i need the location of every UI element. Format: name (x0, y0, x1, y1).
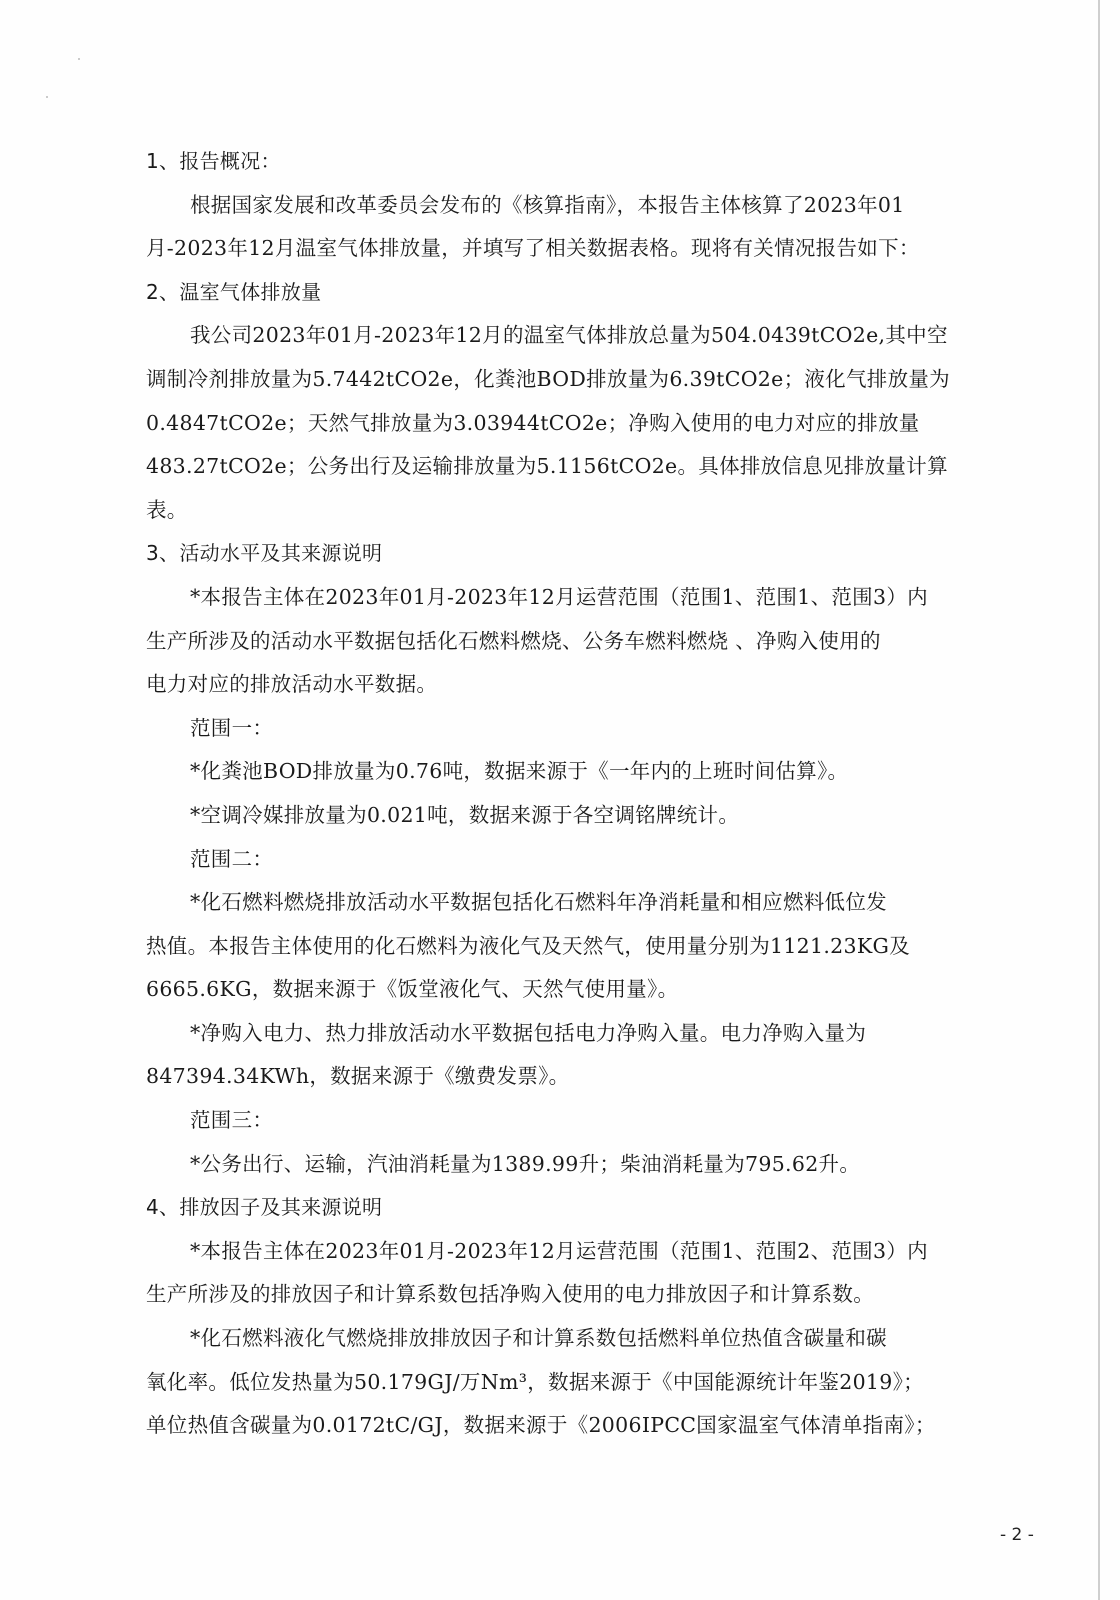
text-line: *空调冷媒排放量为0.021吨，数据来源于各空调铭牌统计。 (190, 802, 740, 827)
text-line: 847394.34KWh，数据来源于《缴费发票》。 (146, 1064, 570, 1089)
text-line: 范围二： (190, 846, 274, 871)
text-line: 0.4847tCO2e；天然气排放量为3.03944tCO2e；净购入使用的电力对应的排放量 (146, 410, 920, 435)
text-line: 调制冷剂排放量为5.7442tCO2e，化粪池BOD排放量为6.39tCO2e；液化气排放量为 (146, 366, 950, 391)
report-body (146, 140, 950, 1448)
text-line: 生产所涉及的活动水平数据包括化石燃料燃烧、公务车燃料燃烧 、净购入使用的 (146, 628, 881, 653)
text-line: 热值。本报告主体使用的化石燃料为液化气及天然气，使用量分别为1121.23KG及 (146, 933, 910, 958)
text-line: 范围三： (190, 1108, 274, 1133)
text-line: *公务出行、运输，汽油消耗量为1389.99升；柴油消耗量为795.62升。 (190, 1151, 861, 1176)
text-line: 范围一： (190, 715, 274, 740)
text-line: 氧化率。低位发热量为50.179GJ/万Nm³，数据来源于《中国能源统计年鉴2019》； (146, 1369, 924, 1394)
text-line: 根据国家发展和改革委员会发布的《核算指南》，本报告主体核算了2023年01 (190, 192, 905, 217)
text-line: *本报告主体在2023年01月-2023年12月运营范围（范围1、范围2、范围3）内 (190, 1238, 928, 1263)
scan-edge-divider (1098, 0, 1100, 1600)
text-line: 单位热值含碳量为0.0172tC/GJ，数据来源于《2006IPCC国家温室气体清单指南》； (146, 1413, 936, 1438)
text-line: 生产所涉及的排放因子和计算系数包括净购入使用的电力排放因子和计算系数。 (146, 1282, 874, 1307)
text-line: 月-2023年12月温室气体排放量，并填写了相关数据表格。现将有关情况报告如下： (146, 236, 920, 261)
text-line: 电力对应的排放活动水平数据。 (146, 672, 438, 697)
section-heading: 1、报告概况： (146, 149, 281, 173)
scan-speck (46, 96, 48, 98)
scan-speck (78, 58, 80, 60)
text-line: 我公司2023年01月-2023年12月的温室气体排放总量为504.0439tCO2e,其中空 (190, 323, 948, 348)
text-line: *化石燃料液化气燃烧排放排放因子和计算系数包括燃料单位热值含碳量和碳 (190, 1326, 887, 1351)
section-heading: 2、温室气体排放量 (146, 279, 322, 304)
text-line: 表。 (146, 497, 188, 522)
text-line: 483.27tCO2e；公务出行及运输排放量为5.1156tCO2e。具体排放信息见排放量计算 (146, 454, 948, 479)
text-line: *本报告主体在2023年01月-2023年12月运营范围（范围1、范围1、范围3）内 (190, 584, 928, 609)
section-heading: 4、排放因子及其来源说明 (146, 1195, 383, 1220)
page-number: - 2 - (1000, 1525, 1034, 1545)
text-line: 6665.6KG，数据来源于《饭堂液化气、天然气使用量》。 (146, 977, 679, 1002)
section-heading: 3、活动水平及其来源说明 (146, 541, 383, 566)
text-line: *化粪池BOD排放量为0.76吨，数据来源于《一年内的上班时间估算》。 (190, 759, 849, 784)
text-line: *化石燃料燃烧排放活动水平数据包括化石燃料年净消耗量和相应燃料低位发 (190, 890, 887, 915)
text-line: *净购入电力、热力排放活动水平数据包括电力净购入量。电力净购入量为 (190, 1020, 867, 1045)
